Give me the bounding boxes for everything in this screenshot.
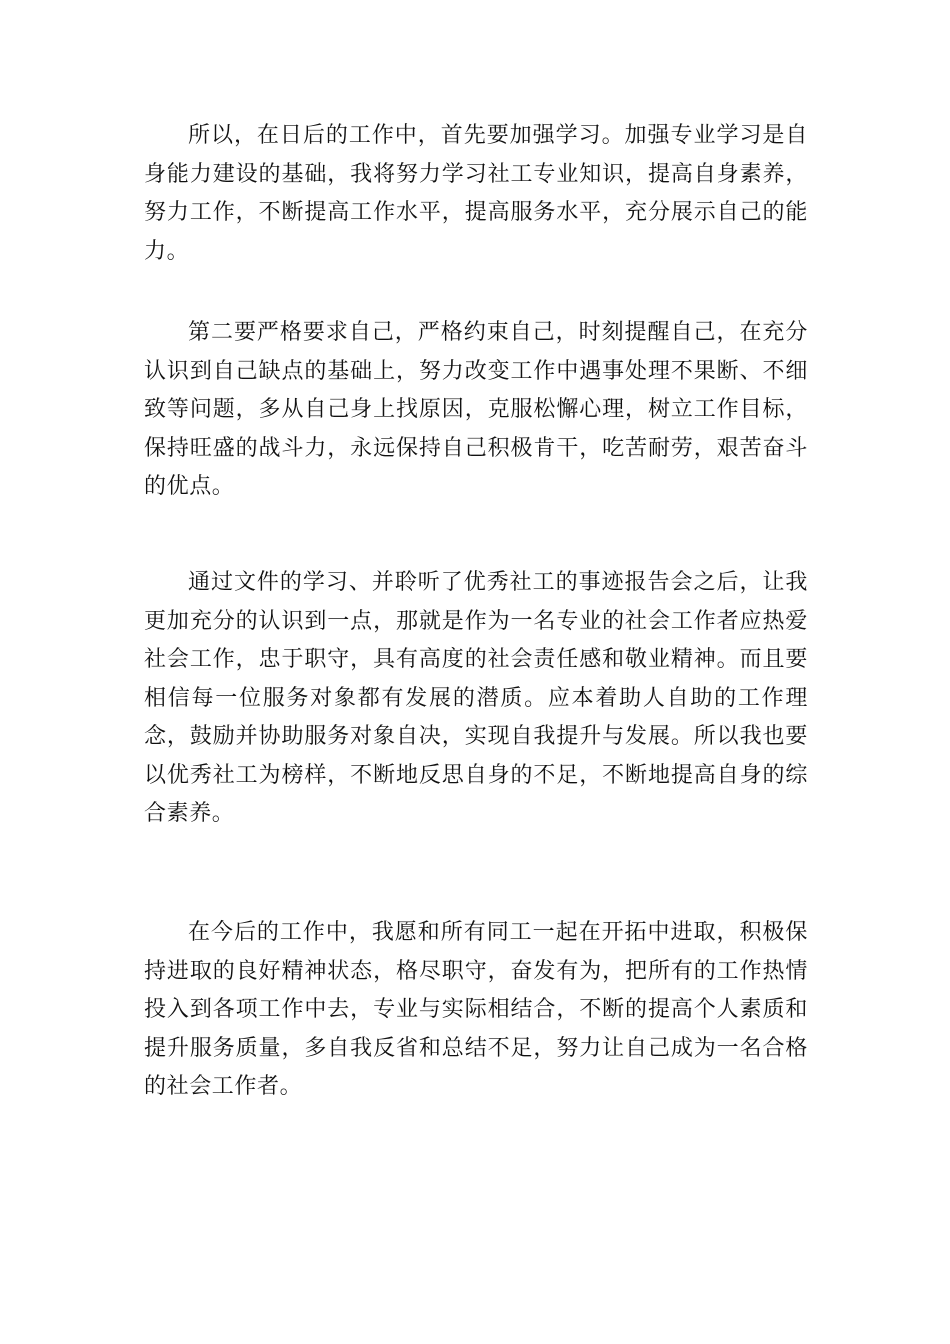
paragraph-study: 所以，在日后的工作中，首先要加强学习。加强专业学习是自身能力建设的基础，我将努力学习社工专业知识，提高自身素养，努力工作，不断提高工作水平，提高服务水平，充分展示自己的能力。 <box>144 123 808 264</box>
paragraph-self-discipline: 第二要严格要求自己，严格约束自己，时刻提醒自己，在充分认识到自己缺点的基础上，努力改变工作中遇事处理不果断、不细致等问题，多从自己身上找原因，克服松懈心理，树立工作目标，保持旺盛的战斗力，永远保持自己积极肯干，吃苦耐劳，艰苦奋斗的优点。 <box>144 320 808 499</box>
paragraph-future-work: 在今后的工作中，我愿和所有同工一起在开拓中进取，积极保持进取的良好精神状态，格尽职守，奋发有为，把所有的工作热情投入到各项工作中去，专业与实际相结合，不断的提高个人素质和提升服务质量，多自我反省和总结不足，努力让自己成为一名合格的社会工作者。 <box>144 920 808 1099</box>
paragraph-reflection: 通过文件的学习、并聆听了优秀社工的事迹报告会之后，让我更加充分的认识到一点，那就是作为一名专业的社会工作者应热爱社会工作，忠于职守，具有高度的社会责任感和敬业精神。而且要相信每一位服务对象都有发展的潜质。应本着助人自助的工作理念，鼓励并协助服务对象自决，实现自我提升与发展。所以我也要以优秀社工为榜样，不断地反思自身的不足，不断地提高自身的综合素养。 <box>144 570 808 826</box>
